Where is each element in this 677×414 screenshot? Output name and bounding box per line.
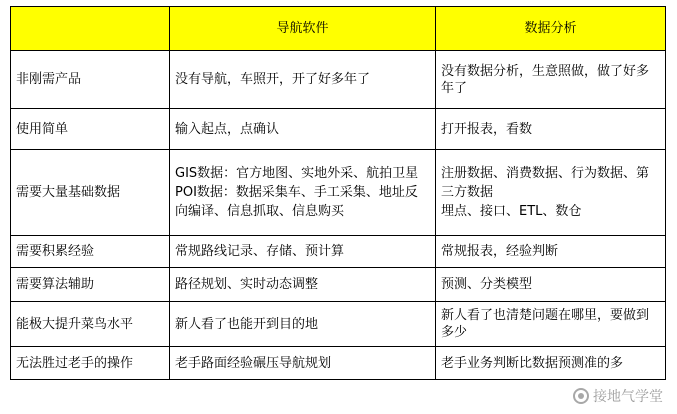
row-label: 使用简单 [11,109,170,150]
navigation-cell: 输入起点，点确认 [170,109,436,150]
row-label: 非刚需产品 [11,51,170,109]
table-row [11,268,666,302]
row-label: 需要大量基础数据 [11,150,170,236]
data-analysis-cell: 打开报表，看数 [436,109,666,150]
data-analysis-cell: 常规报表，经验判断 [436,236,666,268]
table-row [11,236,666,268]
data-analysis-cell: 预测、分类模型 [436,268,666,302]
comparison-table-wrapper [10,6,666,380]
data-analysis-cell: 新人看了也清楚问题在哪里，要做到多少 [436,302,666,347]
table-row [11,109,666,150]
row-label: 无法胜过老手的操作 [11,347,170,380]
navigation-cell: 路径规划、实时动态调整 [170,268,436,302]
row-label: 能极大提升菜鸟水平 [11,302,170,347]
navigation-cell: 老手路面经验碾压导航规划 [170,347,436,380]
table-row [11,347,666,380]
watermark-text: 接地气学堂 [593,389,663,405]
watermark [573,386,663,406]
header-data-analysis: 数据分析 [436,7,666,51]
data-analysis-cell: 注册数据、消费数据、行为数据、第三方数据 埋点、接口、ETL、数仓 [436,150,666,236]
table-row [11,302,666,347]
table-header-row [11,7,666,51]
wechat-icon [573,388,589,404]
navigation-cell: GIS数据：官方地图、实地外采、航拍卫星 POI数据：数据采集车、手工采集、地址反向编译、信息抓取、信息购买 [170,150,436,236]
navigation-cell: 没有导航，车照开，开了好多年了 [170,51,436,109]
row-label: 需要积累经验 [11,236,170,268]
row-label: 需要算法辅助 [11,268,170,302]
navigation-cell: 常规路线记录、存储、预计算 [170,236,436,268]
comparison-table [10,6,666,380]
header-navigation-software: 导航软件 [170,7,436,51]
navigation-cell: 新人看了也能开到目的地 [170,302,436,347]
table-row [11,150,666,236]
table-row [11,51,666,109]
data-analysis-cell: 没有数据分析，生意照做，做了好多年了 [436,51,666,109]
data-analysis-cell: 老手业务判断比数据预测准的多 [436,347,666,380]
header-corner-cell [11,7,170,51]
